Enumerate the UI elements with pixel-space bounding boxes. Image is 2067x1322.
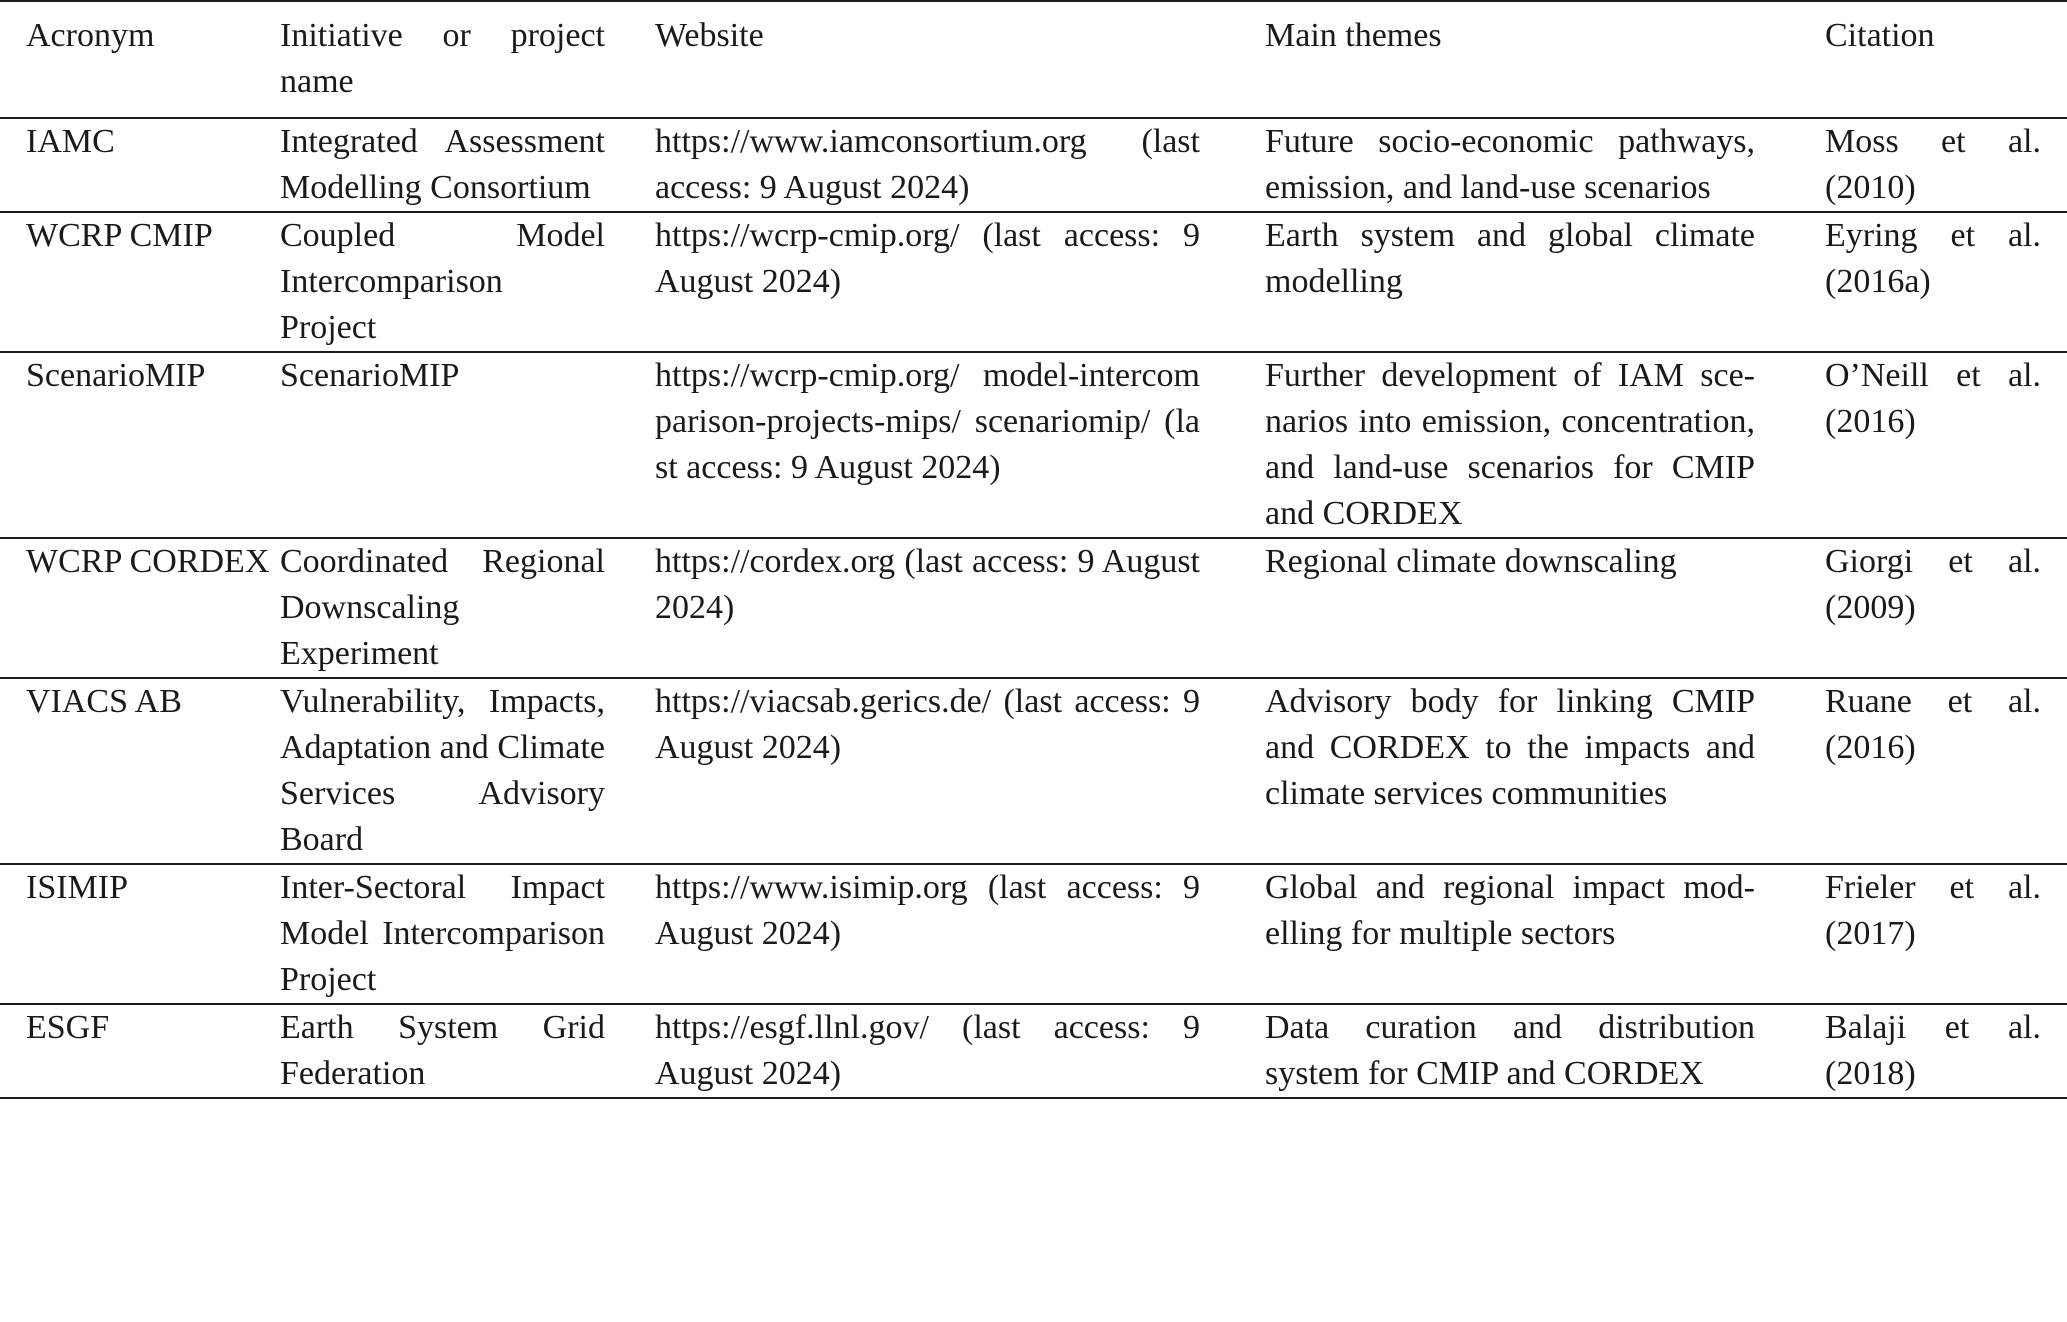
cell-website: https://cordex.org (last access: 9 August 2024) bbox=[655, 543, 1200, 626]
cell-website: https://viacsab.gerics.de/ (last access: 9 August 2024) bbox=[655, 683, 1200, 766]
cell-name: ScenarioMIP bbox=[280, 357, 460, 394]
cell-themes: Advisory body for linking CMIP and CORDEX to the impacts and climate services communities bbox=[1265, 683, 1755, 812]
table-row bbox=[0, 864, 2067, 1004]
table-row bbox=[0, 352, 2067, 538]
cell-themes: Earth system and global climate modelling bbox=[1265, 217, 1755, 300]
header-name: Initiative or project name bbox=[280, 17, 605, 100]
table-header bbox=[0, 1, 2067, 118]
cell-name: Coupled Model Intercomparison Project bbox=[280, 217, 605, 346]
cell-name: Inter-Sectoral Impact Model Intercomparison Project bbox=[280, 869, 605, 998]
cell-citation: Ruane et al. (2016) bbox=[1825, 683, 2041, 766]
cell-website: https://www.isimip.org (last access: 9 August 2024) bbox=[655, 869, 1200, 952]
cell-citation: Eyring et al. (2016a) bbox=[1825, 217, 2041, 300]
cell-themes: Regional climate downscaling bbox=[1265, 543, 1677, 580]
cell-name: Coordinated Regional Downscaling Experiment bbox=[280, 543, 605, 672]
cell-citation: Moss et al. (2010) bbox=[1825, 123, 2041, 206]
header-acronym: Acronym bbox=[26, 17, 155, 54]
cell-name: Earth System Grid Federation bbox=[280, 1009, 605, 1092]
header-citation: Citation bbox=[1825, 17, 1935, 54]
cell-citation: Balaji et al. (2018) bbox=[1825, 1009, 2041, 1092]
cell-name: Vulnerability, Impacts, Adaptation and Climate Services Advisory Board bbox=[280, 683, 605, 858]
cell-citation: O’Neill et al. (2016) bbox=[1825, 357, 2041, 440]
header-themes: Main themes bbox=[1265, 17, 1442, 54]
cell-website: https://wcrp-cmip.org/ (last access: 9 August 2024) bbox=[655, 217, 1200, 300]
cell-themes: Future socio-economic pathways, emission, and land-use scenarios bbox=[1265, 123, 1755, 206]
cell-citation: Frieler et al. (2017) bbox=[1825, 869, 2041, 952]
cell-website: https://wcrp-cmip.org/ model-intercomparison-projects-mips/ scenariomip/ (last access: 9 August 2024) bbox=[655, 357, 1200, 486]
header-website: Website bbox=[655, 17, 764, 54]
cell-themes: Global and regional impact modelling for multiple sectors bbox=[1265, 869, 1755, 952]
cell-themes: Data curation and distribution system for CMIP and CORDEX bbox=[1265, 1009, 1755, 1092]
table-row bbox=[0, 678, 2067, 864]
cell-acronym: IAMC bbox=[26, 123, 115, 160]
table-row bbox=[0, 538, 2067, 678]
cell-acronym: VIACS AB bbox=[26, 683, 182, 720]
cell-acronym: WCRP CORDEX bbox=[26, 543, 270, 580]
table-row bbox=[0, 118, 2067, 212]
cell-themes: Further development of IAM scenarios into emission, concentration, and land-use scenarios for CMIP and CORDEX bbox=[1265, 357, 1755, 532]
cell-website: https://www.iamconsortium.org (last access: 9 August 2024) bbox=[655, 123, 1200, 206]
cell-website: https://esgf.llnl.gov/ (last access: 9 August 2024) bbox=[655, 1009, 1200, 1092]
cell-name: Integrated Assessment Modelling Consortium bbox=[280, 123, 605, 206]
cell-acronym: WCRP CMIP bbox=[26, 217, 213, 254]
table-body bbox=[0, 118, 2067, 1098]
table-row bbox=[0, 1004, 2067, 1098]
cell-citation: Giorgi et al. (2009) bbox=[1825, 543, 2041, 626]
cell-acronym: ScenarioMIP bbox=[26, 357, 206, 394]
header-row bbox=[0, 1, 2067, 118]
table-row bbox=[0, 212, 2067, 352]
cell-acronym: ISIMIP bbox=[26, 869, 129, 906]
cell-acronym: ESGF bbox=[26, 1009, 110, 1046]
